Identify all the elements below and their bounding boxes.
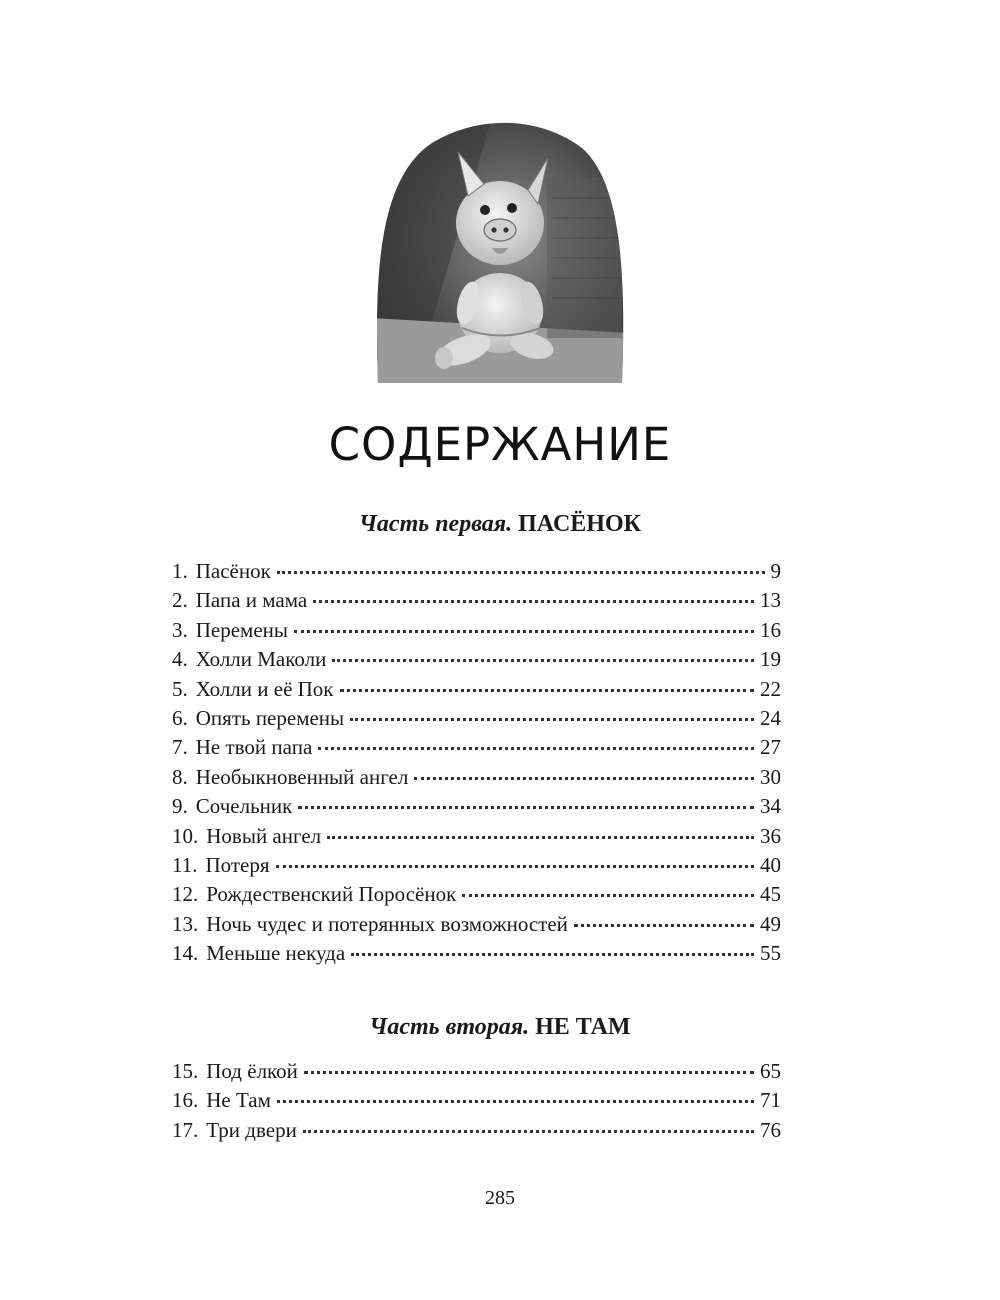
toc-entry-page: 22 bbox=[760, 676, 781, 701]
toc-entry-title: Три двери bbox=[206, 1117, 297, 1142]
part-two-contents bbox=[172, 1059, 781, 1147]
toc-entry-number: 16. bbox=[172, 1088, 199, 1113]
part-two-prefix: Часть вторая. bbox=[369, 1014, 530, 1040]
toc-entry bbox=[172, 1088, 781, 1117]
toc-entry-page: 27 bbox=[760, 735, 781, 760]
piglet-illustration bbox=[372, 118, 628, 388]
toc-leader-dots bbox=[277, 1100, 754, 1103]
toc-entry-page: 24 bbox=[760, 705, 781, 730]
toc-leader-dots bbox=[350, 718, 754, 721]
toc-leader-dots bbox=[462, 894, 754, 897]
toc-entry-number: 3. bbox=[172, 617, 188, 642]
toc-entry-number: 13. bbox=[172, 911, 199, 936]
toc-entry-number: 6. bbox=[172, 705, 188, 730]
toc-entry-title: Ночь чудес и потерянных возможностей bbox=[206, 911, 568, 936]
toc-leader-dots bbox=[351, 953, 754, 956]
toc-entry-title: Холли Маколи bbox=[195, 647, 327, 672]
toc-entry-number: 1. bbox=[172, 559, 188, 583]
toc-entry-page: 55 bbox=[760, 941, 781, 966]
toc-leader-dots bbox=[304, 1071, 754, 1074]
toc-leader-dots bbox=[332, 659, 754, 662]
toc-entry-number: 15. bbox=[172, 1059, 199, 1083]
page-number: 285 bbox=[485, 1187, 515, 1209]
toc-leader-dots bbox=[303, 1130, 754, 1133]
toc-leader-dots bbox=[298, 806, 754, 809]
toc-entry-page: 36 bbox=[760, 823, 781, 848]
toc-entry-title: Необыкновенный ангел bbox=[195, 764, 409, 789]
page-title: СОДЕРЖАНИЕ bbox=[328, 418, 672, 471]
toc-entry bbox=[172, 677, 781, 706]
toc-leader-dots bbox=[276, 865, 754, 868]
toc-entry-page: 13 bbox=[760, 588, 781, 613]
toc-leader-dots bbox=[277, 571, 765, 574]
part-one-prefix: Часть первая. bbox=[358, 511, 513, 537]
toc-leader-dots bbox=[318, 747, 754, 750]
toc-entry-page: 34 bbox=[760, 794, 781, 819]
toc-entry-title: Рождественский Поросёнок bbox=[206, 882, 457, 907]
toc-entry-number: 11. bbox=[172, 852, 198, 877]
toc-entry-number: 2. bbox=[172, 588, 188, 613]
toc-entry bbox=[172, 912, 781, 941]
part-one-contents bbox=[172, 559, 781, 970]
toc-entry-number: 9. bbox=[172, 794, 188, 819]
toc-leader-dots bbox=[574, 924, 754, 927]
toc-entry-title: Новый ангел bbox=[206, 823, 322, 848]
toc-entry-title: Не Там bbox=[206, 1088, 271, 1113]
toc-entry-page: 45 bbox=[760, 882, 781, 907]
toc-entry-title: Папа и мама bbox=[195, 588, 308, 613]
toc-leader-dots bbox=[340, 689, 754, 692]
part-two-name: НЕ ТАМ bbox=[535, 1014, 631, 1040]
toc-entry-title: Потеря bbox=[205, 852, 270, 877]
toc-entry bbox=[172, 706, 781, 735]
toc-entry-title: Опять перемены bbox=[195, 705, 345, 730]
toc-leader-dots bbox=[414, 777, 754, 780]
toc-entry-title: Не твой папа bbox=[195, 735, 313, 760]
toc-entry bbox=[172, 853, 781, 882]
toc-entry-title: Сочельник bbox=[195, 794, 293, 819]
toc-entry bbox=[172, 794, 781, 823]
toc-entry-page: 71 bbox=[760, 1088, 781, 1113]
toc-entry-number: 10. bbox=[172, 823, 199, 848]
toc-entry-number: 8. bbox=[172, 764, 188, 789]
part-two-heading bbox=[0, 1014, 1000, 1041]
toc-entry-page: 19 bbox=[760, 647, 781, 672]
toc-entry-number: 14. bbox=[172, 941, 199, 966]
toc-entry bbox=[172, 559, 781, 588]
toc-entry-page: 49 bbox=[760, 911, 781, 936]
toc-entry-page: 76 bbox=[760, 1117, 781, 1142]
toc-entry-title: Под ёлкой bbox=[206, 1059, 298, 1083]
toc-leader-dots bbox=[313, 600, 754, 603]
toc-entry-number: 7. bbox=[172, 735, 188, 760]
toc-entry bbox=[172, 735, 781, 764]
toc-entry bbox=[172, 1118, 781, 1147]
toc-entry-number: 17. bbox=[172, 1117, 199, 1142]
toc-entry bbox=[172, 941, 781, 970]
toc-entry bbox=[172, 1059, 781, 1088]
toc-entry-page: 40 bbox=[760, 852, 781, 877]
toc-entry bbox=[172, 588, 781, 617]
toc-entry-page: 30 bbox=[760, 764, 781, 789]
toc-entry-number: 5. bbox=[172, 676, 188, 701]
toc-entry-number: 4. bbox=[172, 647, 188, 672]
part-one-heading bbox=[0, 511, 1000, 538]
toc-entry bbox=[172, 882, 781, 911]
toc-leader-dots bbox=[294, 630, 754, 633]
toc-entry-title: Холли и её Пок bbox=[195, 676, 334, 701]
toc-entry-number: 12. bbox=[172, 882, 199, 907]
toc-entry-page: 16 bbox=[760, 617, 781, 642]
toc-entry-title: Перемены bbox=[195, 617, 289, 642]
toc-entry bbox=[172, 647, 781, 676]
toc-entry bbox=[172, 824, 781, 853]
part-one-name: ПАСЁНОК bbox=[518, 511, 642, 537]
toc-entry-title: Пасёнок bbox=[195, 559, 271, 583]
toc-entry-page: 65 bbox=[760, 1059, 781, 1083]
toc-entry bbox=[172, 765, 781, 794]
toc-entry bbox=[172, 618, 781, 647]
toc-leader-dots bbox=[327, 836, 754, 839]
toc-entry-title: Меньше некуда bbox=[206, 941, 346, 966]
toc-entry-page: 9 bbox=[770, 559, 781, 583]
